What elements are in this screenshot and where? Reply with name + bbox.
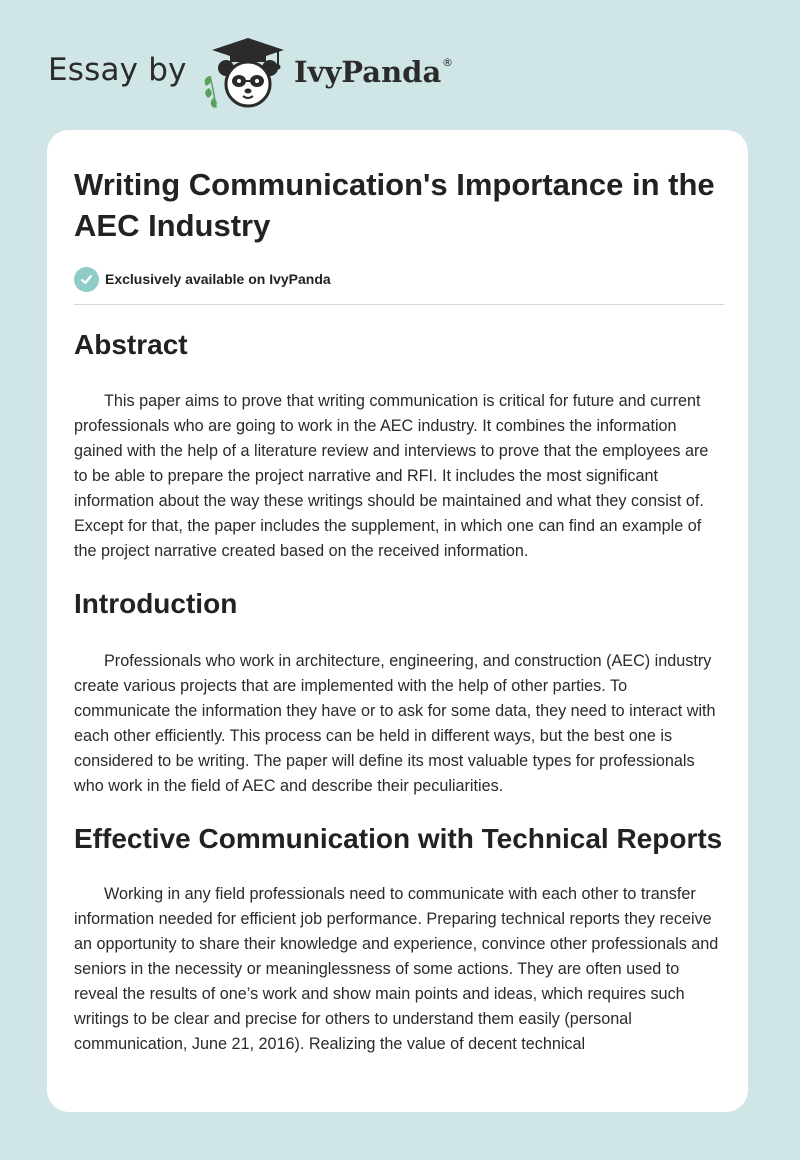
section-heading-introduction: Introduction (74, 588, 238, 619)
article-content (74, 164, 724, 1057)
article-title: Writing Communication's Importance in the AEC Industry (74, 167, 715, 243)
site-header (0, 0, 800, 130)
article-card (47, 130, 748, 1112)
panda-graduate-logo-icon[interactable] (200, 34, 292, 110)
check-circle-icon (74, 267, 99, 292)
exclusive-label: Exclusively available on IvyPanda (105, 271, 331, 287)
section-paragraph-effective-communication: Working in any field professionals need to communicate with each other to transfer information needed for efficient job performance. Preparing technical reports they receive an opportunity to share their knowledge and experience, convince other professionals and seniors in the necessity or meaninglessness of some actions. They are often used to reveal the results of one’s work and show main points and ideas, which requires such writings to be clear and precise for others to understand them easily (personal communication, June 21, 2016). Realizing the value of decent technical (74, 885, 719, 1053)
brand-prefix: Essay by (48, 52, 187, 88)
registered-mark: ® (442, 56, 453, 69)
section-heading-abstract: Abstract (74, 329, 188, 360)
section-paragraph-introduction: Professionals who work in architecture, engineering, and construction (AEC) industry create various projects that are implemented with the help of other parties. To communicate the information they have or to ask for some data, they need to interact with each other efficiently. This process can be held in different ways, but the best one is considered to be writing. The paper will define its most valuable types for professionals who work in the field of AEC and describe their peculiarities. (74, 652, 716, 795)
divider (74, 304, 724, 305)
exclusive-badge (74, 266, 724, 292)
section-paragraph-abstract: This paper aims to prove that writing communication is critical for future and current professionals who are going to work in the AEC industry. It combines the information gained with the help of a literature review and interviews to prove that the employees are to be able to prepare the project narrative and RFI. It includes the most significant information about the way these writings should be maintained and what they consist of. Except for that, the paper includes the supplement, in which one can find an example of the project narrative created based on the received information. (74, 392, 709, 560)
section-heading-effective-communication: Effective Communication with Technical Reports (74, 823, 723, 854)
brand-name[interactable]: IvyPanda (294, 55, 442, 89)
